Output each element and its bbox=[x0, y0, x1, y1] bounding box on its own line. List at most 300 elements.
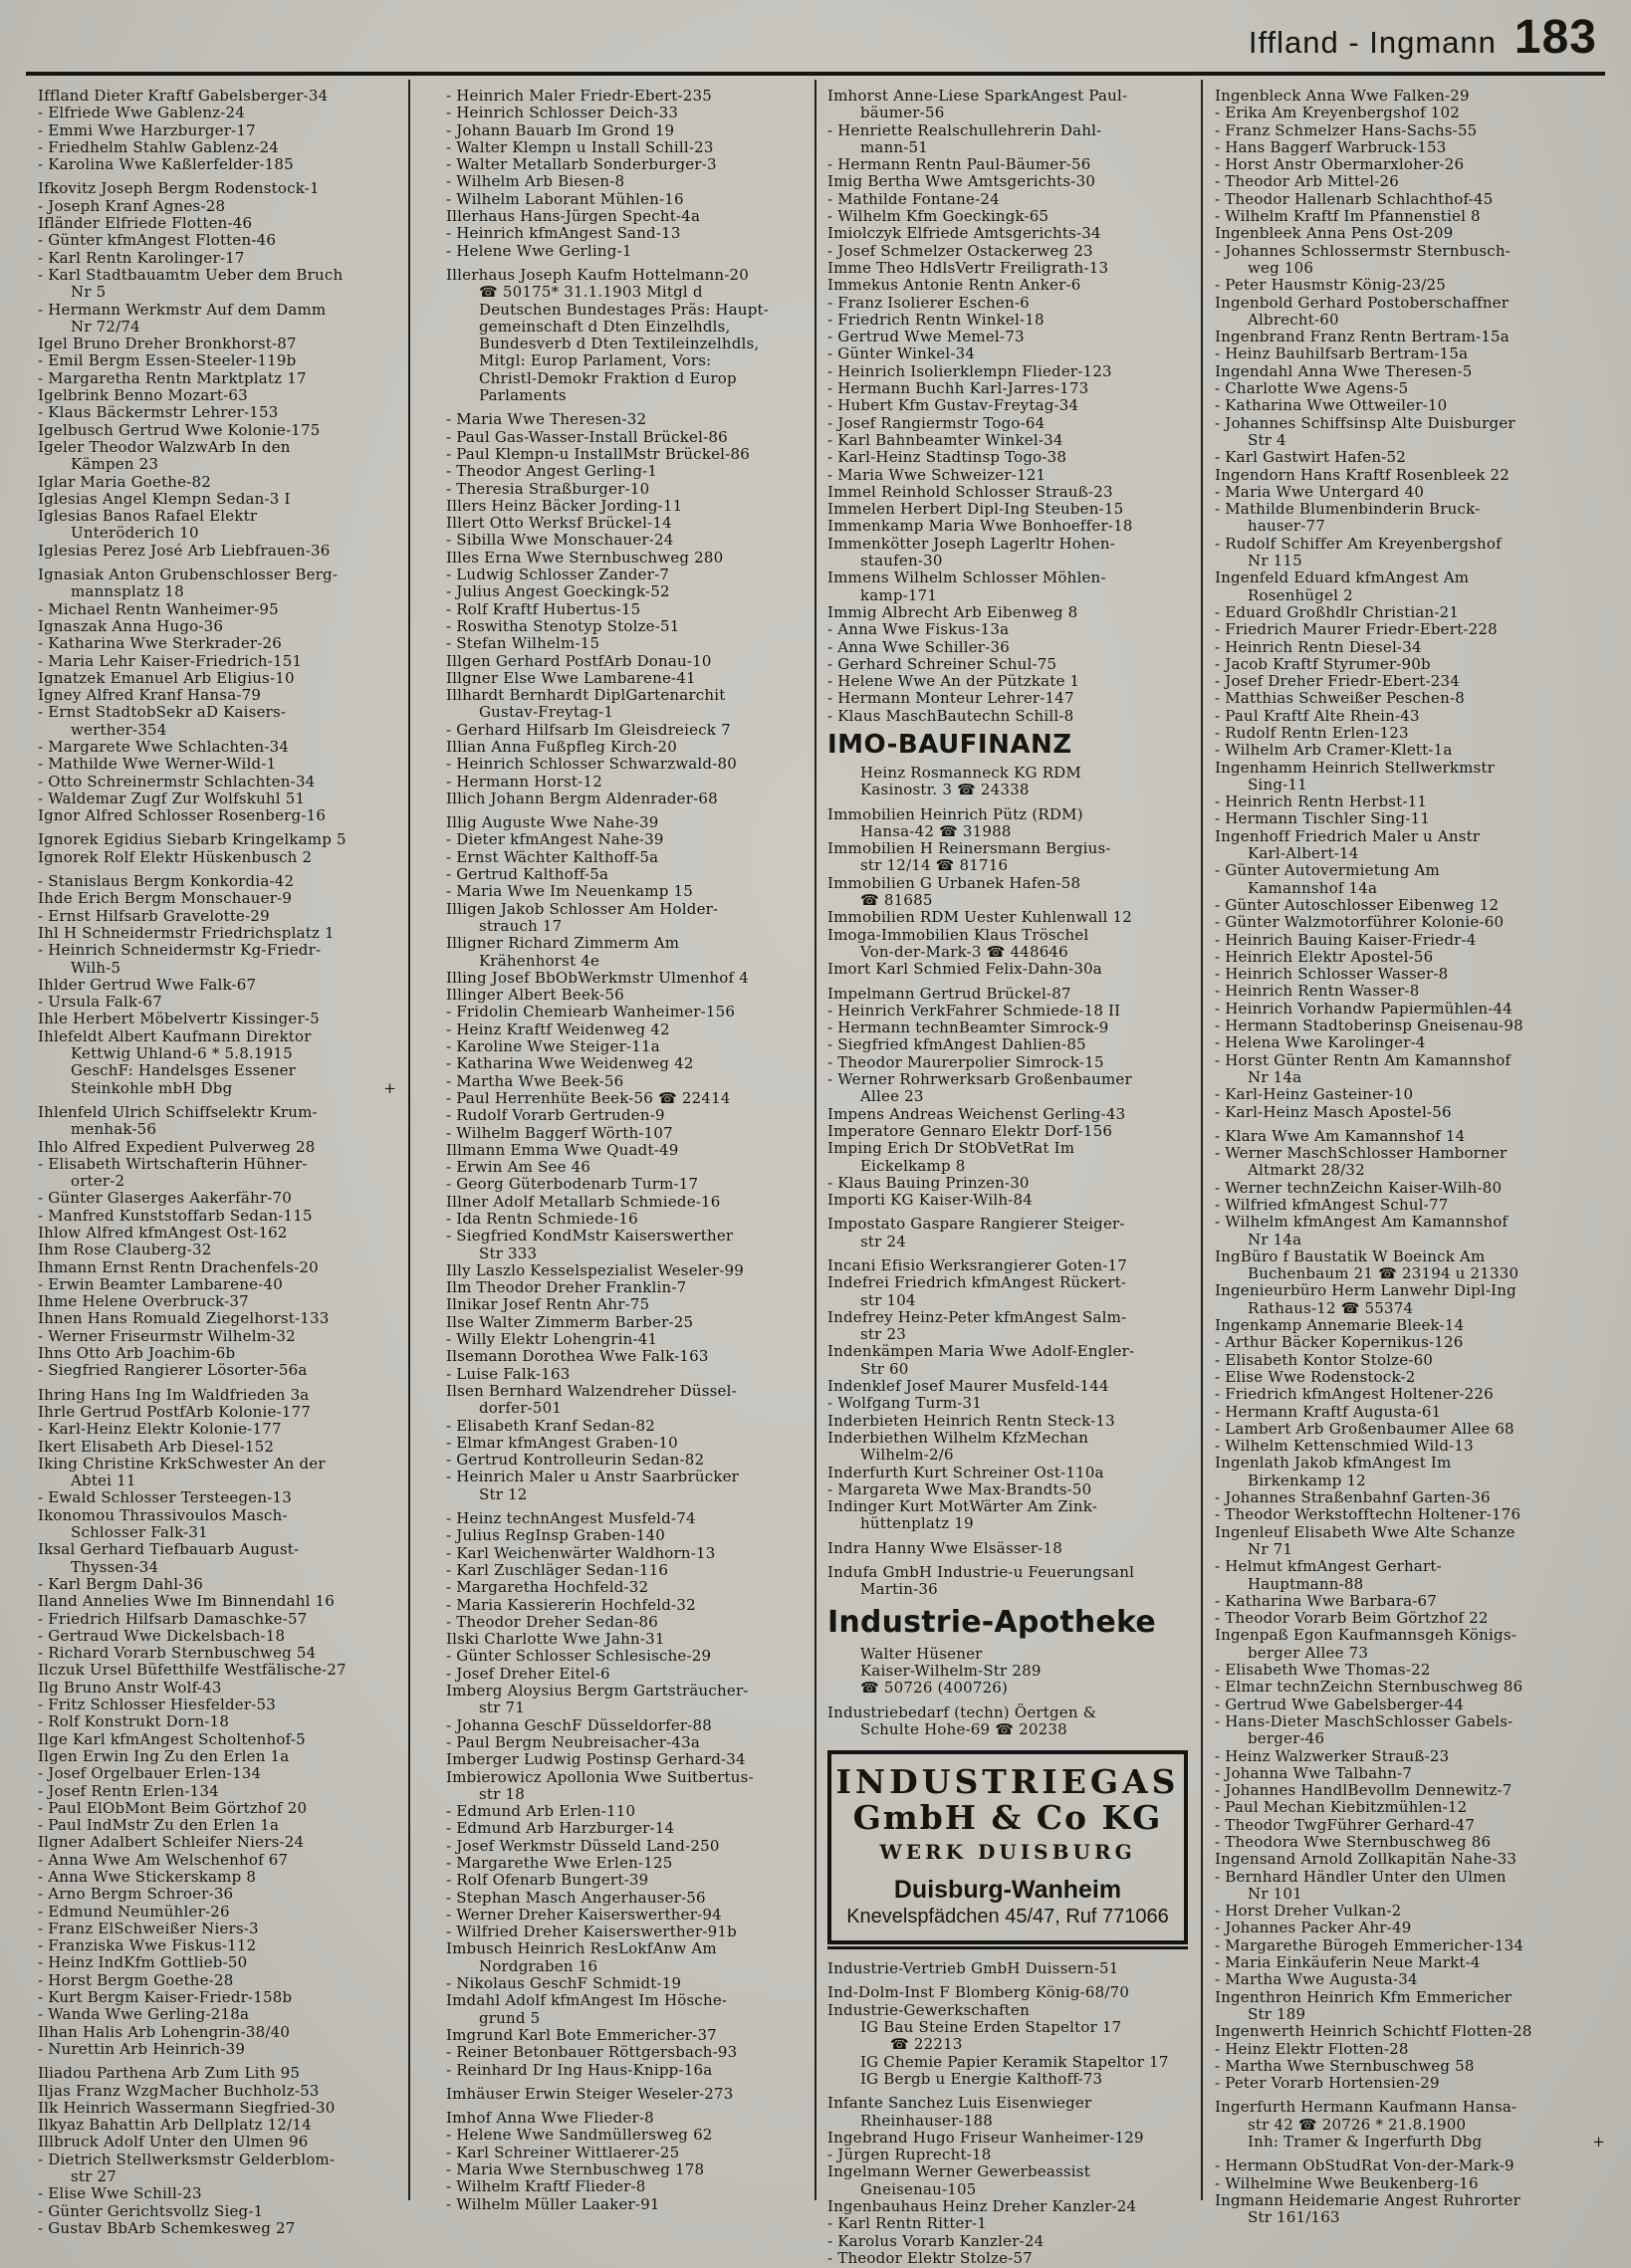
directory-line: Str 333 bbox=[479, 1244, 538, 1262]
directory-line: - Margareta Wwe Max-Brandts-50 bbox=[827, 1479, 1092, 1498]
directory-line: Impostato Gaspare Rangierer Steiger- bbox=[827, 1215, 1125, 1234]
directory-line: - Margarete Wwe Schlachten-34 bbox=[38, 737, 290, 756]
directory-line: - Fritz Schlosser Hiesfelder-53 bbox=[38, 1696, 276, 1714]
directory-line: - Stanislaus Bergm Konkordia-42 bbox=[38, 872, 295, 891]
directory-column-4 bbox=[1215, 88, 1609, 2227]
directory-line: Immens Wilhelm Schlosser Möhlen- bbox=[827, 568, 1106, 587]
directory-line: mannsplatz 18 bbox=[71, 582, 184, 601]
directory-line: Ingerfurth Hermann Kaufmann Hansa- bbox=[1215, 2098, 1517, 2117]
directory-line: Ingenbrand Franz Rentn Bertram-15a bbox=[1215, 328, 1510, 346]
directory-line: str 18 bbox=[479, 1784, 525, 1803]
directory-line: Rathaus-12 ☎ 55374 bbox=[1248, 1298, 1414, 1317]
directory-line: Industrie-Gewerkschaften bbox=[827, 2000, 1030, 2019]
directory-line bbox=[38, 1080, 400, 1097]
directory-line: - Margarethe Bürogeh Emmericher-134 bbox=[1215, 1935, 1524, 1954]
directory-line: - Edmund Neumühler-26 bbox=[38, 1902, 230, 1921]
directory-heading: Industrie-Apotheke bbox=[827, 1604, 1156, 1640]
directory-line: weg 106 bbox=[1248, 258, 1314, 277]
directory-line: - Wilfried kfmAngest Schul-77 bbox=[1215, 1196, 1449, 1214]
directory-line: Kettwig Uhland-6 * 5.8.1915 bbox=[71, 1044, 293, 1063]
directory-line: ☎ 22213 bbox=[890, 2035, 963, 2054]
directory-line: - Karl Zuschläger Sedan-116 bbox=[446, 1560, 669, 1579]
directory-line: Ihle Herbert Möbelvertr Kissinger-5 bbox=[38, 1010, 320, 1028]
directory-line: Ilge Karl kfmAngest Scholtenhof-5 bbox=[38, 1729, 306, 1748]
directory-line: - Heinrich Vorhandw Papiermühlen-44 bbox=[1215, 999, 1514, 1018]
directory-line: Ilhan Halis Arb Lohengrin-38/40 bbox=[38, 2022, 291, 2041]
directory-line: - Paul Gas-Wasser-Install Brückel-86 bbox=[446, 427, 728, 446]
directory-line: - Siegfried KondMstr Kaiserswerther bbox=[446, 1227, 734, 1246]
directory-line: - Wilfried Dreher Kaiserswerther-91b bbox=[446, 1923, 737, 1941]
directory-line: Str 4 bbox=[1248, 430, 1286, 449]
directory-line: Karl-Albert-14 bbox=[1248, 844, 1359, 863]
directory-line: Ingenieurbüro Herm Lanwehr Dipl-Ing bbox=[1215, 1281, 1516, 1300]
directory-line: - Matthias Schweißer Peschen-8 bbox=[1215, 689, 1465, 708]
directory-line: str 71 bbox=[479, 1699, 525, 1717]
directory-line: Igelbrink Benno Mozart-63 bbox=[38, 386, 248, 405]
directory-line: - Heinrich Bauing Kaiser-Friedr-4 bbox=[1215, 930, 1477, 949]
directory-line: Iking Christine KrkSchwester An der bbox=[38, 1454, 326, 1473]
directory-line: - Horst Dreher Vulkan-2 bbox=[1215, 1902, 1402, 1921]
directory-line: Impens Andreas Weichenst Gerling-43 bbox=[827, 1104, 1126, 1123]
directory-line: - Ludwig Schlosser Zander-7 bbox=[446, 566, 670, 584]
directory-line: - Günter Schlosser Schlesische-29 bbox=[446, 1647, 712, 1666]
directory-line: - Heinrich Isolierklempn Flieder-123 bbox=[827, 361, 1112, 380]
directory-line: - Werner Dreher Kaiserswerther-94 bbox=[446, 1905, 722, 1924]
directory-line: - Otto Schreinermstr Schlachten-34 bbox=[38, 772, 316, 791]
directory-line: - Karl-Heinz Masch Apostel-56 bbox=[1215, 1102, 1452, 1121]
directory-line: - Günter Autovermietung Am bbox=[1215, 861, 1440, 880]
directory-line: - Peter Hausmstr König-23/25 bbox=[1215, 276, 1447, 295]
directory-line: str 23 bbox=[860, 1325, 906, 1344]
directory-line: - Reinhard Dr Ing Haus-Knipp-16a bbox=[446, 2060, 713, 2079]
directory-line: - Gerhard Schreiner Schul-75 bbox=[827, 654, 1057, 673]
directory-line: - Reiner Betonbauer Röttgersbach-93 bbox=[446, 2043, 738, 2062]
directory-line: - Emmi Wwe Harzburger-17 bbox=[38, 120, 256, 139]
directory-line: Deutschen Bundestages Präs: Haupt- bbox=[479, 300, 770, 319]
directory-line: mann-51 bbox=[860, 137, 929, 156]
directory-column-2 bbox=[446, 88, 807, 2213]
directory-line: - Wilhelm Arb Cramer-Klett-1a bbox=[1215, 741, 1453, 760]
directory-line: - Klaus Bauing Prinzen-30 bbox=[827, 1173, 1030, 1192]
directory-line: - Theresia Straßburger-10 bbox=[446, 479, 650, 498]
directory-line: - Elisabeth Wwe Thomas-22 bbox=[1215, 1661, 1431, 1680]
directory-line: - Ernst Wächter Kalthoff-5a bbox=[446, 847, 659, 866]
directory-line: - Stefan Wilhelm-15 bbox=[446, 634, 600, 653]
directory-line: Ingebrand Hugo Friseur Wanheimer-129 bbox=[827, 2128, 1144, 2147]
directory-line: gemeinschaft d Dten Einzelhdls, bbox=[479, 317, 731, 336]
directory-line: Industriebedarf (techn) Öertgen & bbox=[827, 1702, 1097, 1721]
directory-line: Ingenbleek Anna Pens Ost-209 bbox=[1215, 224, 1454, 243]
directory-line: - Erika Am Kreyenbergshof 102 bbox=[1215, 104, 1461, 122]
directory-line: Iglesias Banos Rafael Elektr bbox=[38, 507, 258, 526]
directory-line: - Josef Orgelbauer Erlen-134 bbox=[38, 1764, 262, 1783]
directory-line: Illgen Gerhard PostfArb Donau-10 bbox=[446, 651, 712, 670]
directory-line: Nr 14a bbox=[1248, 1230, 1302, 1248]
directory-line: - Horst Bergm Goethe-28 bbox=[38, 1970, 234, 1989]
directory-line: Ilgner Adalbert Schleifer Niers-24 bbox=[38, 1833, 305, 1852]
directory-line: - Ernst StadtobSekr aD Kaisers- bbox=[38, 703, 287, 722]
directory-line: Ingenfeld Eduard kfmAngest Am bbox=[1215, 568, 1470, 587]
directory-line: - Günter Glaserges Aakerfähr-70 bbox=[38, 1189, 292, 1208]
directory-line: GeschF: Handelsges Essener bbox=[71, 1061, 297, 1080]
directory-line: - Günter Gerichtsvollz Sieg-1 bbox=[38, 2201, 264, 2220]
directory-line: Indenkämpen Maria Wwe Adolf-Engler- bbox=[827, 1342, 1135, 1361]
directory-line: - Peter Vorarb Hortensien-29 bbox=[1215, 2074, 1440, 2093]
directory-line: Igelbusch Gertrud Wwe Kolonie-175 bbox=[38, 420, 321, 439]
directory-line: Illers Heinz Bäcker Jording-11 bbox=[446, 496, 683, 515]
directory-line: - Karl Schreiner Wittlaerer-25 bbox=[446, 2143, 680, 2161]
directory-line: - Karl Weichenwärter Waldhorn-13 bbox=[446, 1543, 716, 1562]
directory-line: - Friedrich Rentn Winkel-18 bbox=[827, 310, 1045, 329]
directory-line: - Edmund Arb Erlen-110 bbox=[446, 1802, 636, 1821]
directory-line: - Rolf Kraftf Hubertus-15 bbox=[446, 599, 641, 618]
directory-line: - Gustav BbArb Schemkesweg 27 bbox=[38, 2218, 296, 2237]
directory-line: - Theodor Hallenarb Schlachthof-45 bbox=[1215, 189, 1494, 208]
directory-line: - Heinz Elektr Flotten-28 bbox=[1215, 2039, 1409, 2058]
directory-line: - Joseph Kranf Agnes-28 bbox=[38, 196, 226, 215]
directory-line: - Josef Schmelzer Ostackerweg 23 bbox=[827, 241, 1093, 260]
directory-line: Str 189 bbox=[1248, 2004, 1306, 2023]
directory-line: - Heinz Bauhilfsarb Bertram-15a bbox=[1215, 344, 1469, 363]
header-rule bbox=[26, 72, 1605, 76]
directory-line: Inderbieten Heinrich Rentn Steck-13 bbox=[827, 1411, 1115, 1430]
directory-line: Ihlder Gertrud Wwe Falk-67 bbox=[38, 975, 257, 994]
directory-line: Iljas Franz WzgMacher Buchholz-53 bbox=[38, 2081, 320, 2100]
directory-line: - Mathilde Fontane-24 bbox=[827, 189, 1000, 208]
directory-line: - Paul Mechan Kiebitzmühlen-12 bbox=[1215, 1798, 1468, 1817]
directory-line-text: Inh: Tramer & Ingerfurth Dbg bbox=[1248, 2133, 1483, 2152]
directory-line: - Wilhelmine Wwe Beukenberg-16 bbox=[1215, 2173, 1479, 2192]
directory-line: Nr 14a bbox=[1248, 1067, 1302, 1086]
directory-line: Illinger Albert Beek-56 bbox=[446, 986, 624, 1005]
directory-line: - Maria Wwe Theresen-32 bbox=[446, 410, 647, 429]
directory-line: Ilm Theodor Dreher Franklin-7 bbox=[446, 1278, 687, 1297]
directory-line: ☎ 50175* 31.1.1903 Mitgl d bbox=[479, 283, 703, 302]
directory-line: - Wilhelm Baggerf Wörth-107 bbox=[446, 1123, 673, 1142]
directory-line: Kamannshof 14a bbox=[1248, 878, 1378, 897]
directory-line: - Katharina Wwe Barbara-67 bbox=[1215, 1591, 1438, 1610]
directory-line: - Theodor Werkstofftechn Holtener-176 bbox=[1215, 1505, 1521, 1524]
directory-line: Wilh-5 bbox=[71, 958, 121, 977]
page-number: 183 bbox=[1514, 11, 1597, 64]
directory-line: Ihlo Alfred Expedient Pulverweg 28 bbox=[38, 1137, 316, 1156]
directory-line: Immel Reinhold Schlosser Strauß-23 bbox=[827, 482, 1113, 501]
directory-line: - Elisabeth Kranf Sedan-82 bbox=[446, 1416, 655, 1435]
directory-line: - Lambert Arb Großenbaumer Allee 68 bbox=[1215, 1419, 1514, 1438]
directory-line: - Theodora Wwe Sternbuschweg 86 bbox=[1215, 1832, 1492, 1851]
directory-line: - Werner Friseurmstr Wilhelm-32 bbox=[38, 1326, 296, 1345]
directory-line: Ingenlath Jakob kfmAngest Im bbox=[1215, 1454, 1452, 1473]
directory-line: orter-2 bbox=[71, 1172, 125, 1191]
ad-address: Knevelspfädchen 45/47, Ruf 771066 bbox=[846, 1906, 1169, 1928]
directory-line: - Heinrich VerkFahrer Schmiede-18 II bbox=[827, 1001, 1121, 1020]
directory-line: Illigner Richard Zimmerm Am bbox=[446, 934, 680, 953]
directory-line: Igeler Theodor WalzwArb In den bbox=[38, 437, 291, 456]
directory-line: - Paul ElObMont Beim Görtzhof 20 bbox=[38, 1798, 308, 1817]
directory-line: - Werner MaschSchlosser Hamborner bbox=[1215, 1144, 1508, 1163]
directory-line: - Wilhelm Laborant Mühlen-16 bbox=[446, 189, 684, 208]
directory-line: - Dietrich Stellwerksmstr Gelderblom- bbox=[38, 2150, 336, 2168]
directory-line: Imort Karl Schmied Felix-Dahn-30a bbox=[827, 960, 1102, 979]
directory-line: - Elisabeth Wirtschafterin Hühner- bbox=[38, 1154, 308, 1173]
directory-line: - Emil Bergm Essen-Steeler-119b bbox=[38, 351, 297, 370]
directory-line: Kasinostr. 3 ☎ 24338 bbox=[860, 781, 1030, 799]
directory-line: Ihlenfeld Ulrich Schiffselektr Krum- bbox=[38, 1102, 318, 1121]
directory-line: Christl-Demokr Fraktion d Europ bbox=[479, 368, 737, 387]
directory-line: Abtei 11 bbox=[71, 1472, 136, 1490]
directory-line: - Günter Autoschlosser Eibenweg 12 bbox=[1215, 895, 1500, 914]
directory-line: menhak-56 bbox=[71, 1120, 157, 1139]
directory-line: - Stephan Masch Angerhauser-56 bbox=[446, 1888, 706, 1907]
directory-line: Ifkovitz Joseph Bergm Rodenstock-1 bbox=[38, 179, 320, 198]
directory-line: Ingenthron Heinrich Kfm Emmericher bbox=[1215, 1987, 1513, 2006]
directory-line: Bundesverb d Dten Textileinzelhdls, bbox=[479, 335, 760, 353]
directory-line: Ilczuk Ursel Büfetthilfe Westfälische-27 bbox=[38, 1661, 347, 1680]
directory-line: Von-der-Mark-3 ☎ 448646 bbox=[860, 942, 1068, 961]
directory-line: Immobilien Heinrich Pütz (RDM) bbox=[827, 804, 1083, 823]
directory-line: Imgrund Karl Bote Emmericher-37 bbox=[446, 2025, 717, 2044]
directory-line: Imme Theo HdlsVertr Freiligrath-13 bbox=[827, 258, 1109, 277]
directory-line: Schulte Hohe-69 ☎ 20238 bbox=[860, 1719, 1067, 1738]
directory-line: - Anna Wwe Am Welschenhof 67 bbox=[38, 1850, 289, 1869]
directory-line: Indinger Kurt MotWärter Am Zink- bbox=[827, 1497, 1098, 1516]
directory-line: - Paul Herrenhüte Beek-56 ☎ 22414 bbox=[446, 1088, 731, 1107]
directory-line: Illigen Jakob Schlosser Am Holder- bbox=[446, 899, 719, 918]
directory-line: Immobilien G Urbanek Hafen-58 bbox=[827, 873, 1081, 892]
directory-line: - Hermann Buchh Karl-Jarres-173 bbox=[827, 379, 1089, 398]
directory-line: - Karl Rentn Karolinger-17 bbox=[38, 248, 245, 267]
directory-line: Altmarkt 28/32 bbox=[1248, 1161, 1365, 1180]
directory-line: - Margarethe Wwe Erlen-125 bbox=[446, 1853, 673, 1872]
directory-line: - Heinz technAngest Musfeld-74 bbox=[446, 1509, 696, 1528]
directory-line: - Günter Walzmotorführer Kolonie-60 bbox=[1215, 913, 1505, 932]
directory-line: - Maria Lehr Kaiser-Friedrich-151 bbox=[38, 651, 303, 670]
directory-line: Imiolczyk Elfriede Amtsgerichts-34 bbox=[827, 224, 1101, 243]
directory-line: - Margaretha Hochfeld-32 bbox=[446, 1578, 649, 1597]
directory-line: Str 161/163 bbox=[1248, 2208, 1340, 2227]
directory-line: - Katharina Wwe Sterkrader-26 bbox=[38, 634, 283, 653]
directory-line: - Johannes Packer Ahr-49 bbox=[1215, 1919, 1412, 1937]
directory-line: - Karl-Heinz Elektr Kolonie-177 bbox=[38, 1420, 282, 1439]
directory-line-text: Steinkohle mbH Dbg bbox=[71, 1078, 233, 1097]
directory-line: - Wolfgang Turm-31 bbox=[827, 1394, 983, 1413]
directory-line: - Hermann Tischler Sing-11 bbox=[1215, 809, 1431, 828]
directory-line: Importi KG Kaiser-Wilh-84 bbox=[827, 1191, 1034, 1210]
directory-line: - Helena Wwe Karolinger-4 bbox=[1215, 1033, 1426, 1052]
directory-line: Ihde Erich Bergm Monschauer-9 bbox=[38, 889, 293, 908]
directory-line: str 27 bbox=[71, 2167, 116, 2186]
directory-heading: IMO-BAUFINANZ bbox=[827, 729, 1072, 760]
directory-line: - Karolina Wwe Kaßlerfelder-185 bbox=[38, 155, 294, 174]
directory-line: - Fridolin Chemiearb Wanheimer-156 bbox=[446, 1003, 736, 1021]
directory-line: - Hans Baggerf Warbruck-153 bbox=[1215, 137, 1447, 156]
directory-line: Unteröderich 10 bbox=[71, 524, 199, 543]
directory-line: Inderbiethen Wilhelm KfzMechan bbox=[827, 1428, 1089, 1447]
directory-line: Krähenhorst 4e bbox=[479, 951, 600, 970]
directory-line: - Heinrich Schlosser Wasser-8 bbox=[1215, 965, 1449, 984]
directory-line: Nr 72/74 bbox=[71, 317, 140, 336]
directory-line: berger Allee 73 bbox=[1248, 1643, 1369, 1662]
directory-line: Illian Anna Fußpfleg Kirch-20 bbox=[446, 737, 678, 756]
directory-line: - Martha Wwe Augusta-34 bbox=[1215, 1970, 1418, 1989]
directory-line: - Karl Rentn Ritter-1 bbox=[827, 2214, 988, 2233]
directory-line: Ind-Dolm-Inst F Blomberg König-68/70 bbox=[827, 1983, 1130, 2002]
directory-line: - Martha Wwe Beek-56 bbox=[446, 1071, 624, 1090]
directory-line: - Michael Rentn Wanheimer-95 bbox=[38, 599, 279, 618]
directory-line: Illich Johann Bergm Aldenrader-68 bbox=[446, 789, 718, 807]
directory-line: Imdahl Adolf kfmAngest Im Hösche- bbox=[446, 1991, 728, 2010]
directory-line: Ingenpaß Egon Kaufmannsgeh Königs- bbox=[1215, 1626, 1516, 1645]
directory-line: Ingenhamm Heinrich Stellwerkmstr bbox=[1215, 758, 1496, 777]
directory-line: - Hermann Werkmstr Auf dem Damm bbox=[38, 300, 327, 319]
directory-line: - Johanna GeschF Düsseldorfer-88 bbox=[446, 1715, 713, 1734]
directory-line: Ingensand Arnold Zollkapitän Nahe-33 bbox=[1215, 1850, 1517, 1869]
page-title: Iffland - Ingmann bbox=[1248, 25, 1497, 60]
ad-company-suffix: GmbH & Co KG bbox=[852, 1798, 1163, 1838]
directory-line: Ikert Elisabeth Arb Diesel-152 bbox=[38, 1437, 275, 1456]
directory-line: - Julius Angest Goeckingk-52 bbox=[446, 582, 670, 601]
directory-line: Sing-11 bbox=[1248, 775, 1307, 794]
directory-line: - Gertrud Kalthoff-5a bbox=[446, 865, 609, 884]
directory-line: Ingenbold Gerhard Postoberschaffner bbox=[1215, 293, 1510, 312]
directory-line: Immekus Antonie Rentn Anker-6 bbox=[827, 276, 1081, 295]
directory-line: - Klara Wwe Am Kamannshof 14 bbox=[1215, 1126, 1466, 1145]
directory-line: kamp-171 bbox=[860, 585, 938, 604]
directory-line: Heinz Rosmanneck KG RDM bbox=[860, 763, 1081, 782]
directory-line: - Elisabeth Kontor Stolze-60 bbox=[1215, 1350, 1434, 1369]
directory-line: Ilse Walter Zimmerm Barber-25 bbox=[446, 1312, 694, 1331]
directory-line: ☎ 81685 bbox=[860, 891, 933, 910]
directory-line: - Friedhelm Stahlw Gablenz-24 bbox=[38, 137, 280, 156]
directory-line: str 12/14 ☎ 81716 bbox=[860, 856, 1009, 875]
directory-line: Ihlefeldt Albert Kaufmann Direktor bbox=[38, 1026, 312, 1045]
directory-line: Ignor Alfred Schlosser Rosenberg-16 bbox=[38, 806, 327, 825]
directory-line: Ingenbauhaus Heinz Dreher Kanzler-24 bbox=[827, 2196, 1137, 2215]
directory-line: - Helene Wwe An der Pützkate 1 bbox=[827, 672, 1080, 691]
directory-line: - Wilhelm kfmAngest Am Kamannshof bbox=[1215, 1213, 1509, 1232]
directory-line: - Karolus Vorarb Kanzler-24 bbox=[827, 2231, 1045, 2250]
directory-line: - Mathilde Blumenbinderin Bruck- bbox=[1215, 500, 1481, 519]
directory-line: - Nikolaus GeschF Schmidt-19 bbox=[446, 1974, 682, 1993]
directory-line: - Helene Wwe Sandmüllersweg 62 bbox=[446, 2126, 713, 2145]
directory-line: - Karl-Heinz Gasteiner-10 bbox=[1215, 1085, 1414, 1104]
directory-line: - Johannes Straßenbahnf Garten-36 bbox=[1215, 1488, 1491, 1507]
directory-line: strauch 17 bbox=[479, 916, 563, 935]
directory-line: - Wanda Wwe Gerling-218a bbox=[38, 2005, 250, 2024]
directory-line: Immenkamp Maria Wwe Bonhoeffer-18 bbox=[827, 517, 1133, 536]
directory-line: - Theodor Elektr Stolze-57 bbox=[827, 2248, 1033, 2267]
directory-line: - Walter Klempn u Install Schill-23 bbox=[446, 137, 714, 156]
directory-line: - Gertrud Wwe Memel-73 bbox=[827, 328, 1025, 346]
directory-line: - Wilhelm Arb Biesen-8 bbox=[446, 172, 625, 191]
directory-line: Albrecht-60 bbox=[1248, 310, 1339, 329]
directory-line: - Heinrich Maler Friedr-Ebert-235 bbox=[446, 87, 712, 105]
directory-line: Ilk Heinrich Wassermann Siegfried-30 bbox=[38, 2098, 336, 2117]
directory-line: - Hermann Kraftf Augusta-61 bbox=[1215, 1402, 1442, 1421]
directory-line: Birkenkamp 12 bbox=[1248, 1471, 1366, 1489]
directory-line: - Siegfried Rangierer Lösorter-56a bbox=[38, 1361, 308, 1380]
directory-line: Ihme Helene Overbruck-37 bbox=[38, 1292, 249, 1311]
directory-line: - Theodor TwgFührer Gerhard-47 bbox=[1215, 1815, 1476, 1834]
directory-line: - Elise Wwe Schill-23 bbox=[38, 2184, 202, 2203]
directory-line: - Erwin Am See 46 bbox=[446, 1158, 591, 1177]
directory-line: Ifländer Elfriede Flotten-46 bbox=[38, 214, 253, 233]
directory-line: - Maria Wwe Sternbuschweg 178 bbox=[446, 2160, 705, 2179]
directory-line: - Josef Dreher Friedr-Ebert-234 bbox=[1215, 672, 1460, 691]
directory-line: Imping Erich Dr StObVetRat Im bbox=[827, 1139, 1075, 1158]
directory-line: - Klaus Bäckermstr Lehrer-153 bbox=[38, 403, 279, 422]
directory-line: Imberg Aloysius Bergm Gartsträucher- bbox=[446, 1682, 749, 1701]
directory-line: - Rudolf Schiffer Am Kreyenbergshof bbox=[1215, 534, 1502, 553]
directory-line: - Wilhelm Kettenschmied Wild-13 bbox=[1215, 1437, 1474, 1456]
directory-line: - Wilhelm Kraftf Flieder-8 bbox=[446, 2177, 646, 2196]
directory-line: Rosenhügel 2 bbox=[1248, 585, 1353, 604]
directory-line: - Franziska Wwe Fiskus-112 bbox=[38, 1936, 257, 1955]
directory-line: Impelmann Gertrud Brückel-87 bbox=[827, 984, 1071, 1003]
directory-line: Eickelkamp 8 bbox=[860, 1156, 966, 1175]
directory-line: Ilgen Erwin Ing Zu den Erlen 1a bbox=[38, 1746, 290, 1765]
directory-line: Imoga-Immobilien Klaus Tröschel bbox=[827, 925, 1089, 944]
directory-line: - Heinrich Schneidermstr Kg-Friedr- bbox=[38, 941, 322, 960]
directory-line: Buchenbaum 21 ☎ 23194 u 21330 bbox=[1248, 1264, 1519, 1283]
directory-line: - Johannes HandlBevollm Dennewitz-7 bbox=[1215, 1781, 1513, 1800]
directory-line: - Heinz Kraftf Weidenweg 42 bbox=[446, 1020, 670, 1038]
directory-line: - Hermann technBeamter Simrock-9 bbox=[827, 1019, 1109, 1037]
directory-line: - Heinrich Schlosser Deich-33 bbox=[446, 104, 679, 122]
directory-line: - Friedrich kfmAngest Holtener-226 bbox=[1215, 1385, 1494, 1404]
directory-line: Ignorek Rolf Elektr Hüskenbusch 2 bbox=[38, 847, 313, 866]
directory-line: bäumer-56 bbox=[860, 104, 945, 122]
directory-line: Igney Alfred Kranf Hansa-79 bbox=[38, 686, 262, 705]
directory-line: Igel Bruno Dreher Bronkhorst-87 bbox=[38, 335, 297, 353]
directory-line: Illy Laszlo Kesselspezialist Weseler-99 bbox=[446, 1260, 744, 1279]
directory-line: - Heinrich kfmAngest Sand-13 bbox=[446, 224, 681, 243]
directory-line: str 24 bbox=[860, 1232, 906, 1250]
directory-line: - Helmut kfmAngest Gerhart- bbox=[1215, 1557, 1442, 1576]
directory-line: Imhof Anna Wwe Flieder-8 bbox=[446, 2109, 654, 2128]
directory-line: Ingenleuf Elisabeth Wwe Alte Schanze bbox=[1215, 1522, 1515, 1541]
directory-line: Str 60 bbox=[860, 1359, 909, 1378]
directory-line: Incani Efisio Werksrangierer Goten-17 bbox=[827, 1256, 1127, 1274]
directory-line: - Manfred Kunststoffarb Sedan-115 bbox=[38, 1206, 313, 1225]
directory-line: Illerhaus Hans-Jürgen Specht-4a bbox=[446, 207, 701, 226]
directory-line: - Werner technZeichn Kaiser-Wilh-80 bbox=[1215, 1178, 1503, 1197]
directory-line: Imbusch Heinrich ResLokfAnw Am bbox=[446, 1939, 717, 1958]
directory-line: - Nurettin Arb Heinrich-39 bbox=[38, 2039, 246, 2058]
directory-line: Imberger Ludwig Postinsp Gerhard-34 bbox=[446, 1750, 746, 1769]
directory-line: - Henriette Realschullehrerin Dahl- bbox=[827, 120, 1102, 139]
directory-line: - Paul Kraftf Alte Rhein-43 bbox=[1215, 706, 1420, 725]
plus-mark: + bbox=[383, 1078, 396, 1097]
directory-line: Ingelmann Werner Gewerbeassist bbox=[827, 2162, 1090, 2181]
directory-line: Ingenhoff Friedrich Maler u Anstr bbox=[1215, 826, 1481, 845]
directory-line: - Arno Bergm Schroer-36 bbox=[38, 1885, 234, 1904]
directory-line: - Eduard Großhdlr Christian-21 bbox=[1215, 602, 1460, 621]
directory-line: Nr 71 bbox=[1248, 1539, 1293, 1558]
directory-line: Hansa-42 ☎ 31988 bbox=[860, 821, 1012, 840]
ad-location: Duisburg-Wanheim bbox=[893, 1876, 1122, 1905]
directory-line: str 104 bbox=[860, 1290, 916, 1309]
directory-line: hauser-77 bbox=[1248, 517, 1325, 536]
directory-line: - Willy Elektr Lohengrin-41 bbox=[446, 1330, 658, 1349]
directory-line: - Waldemar Zugf Zur Wolfskuhl 51 bbox=[38, 789, 306, 807]
directory-line: Ihnen Hans Romuald Ziegelhorst-133 bbox=[38, 1309, 330, 1328]
directory-line: Ingenbleck Anna Wwe Falken-29 bbox=[1215, 87, 1470, 105]
plus-mark: + bbox=[1592, 2133, 1605, 2152]
directory-line: - Heinrich Rentn Diesel-34 bbox=[1215, 637, 1422, 656]
directory-line: Ilsen Bernhard Walzendreher Düssel- bbox=[446, 1381, 737, 1400]
directory-line: Ihm Rose Clauberg-32 bbox=[38, 1241, 212, 1259]
